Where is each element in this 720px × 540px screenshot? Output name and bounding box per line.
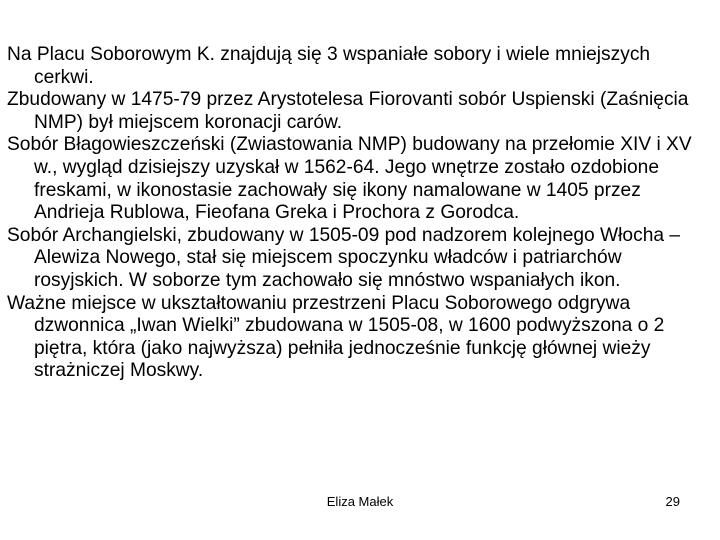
paragraph-uspienski: Zbudowany w 1475-79 przez Arystotelesa Fiorovanti sobór Uspienski (Zaśnięcia NMP) był miejscem koronacji carów. (7, 89, 689, 133)
paragraph-archangielski: Sobór Archangielski, zbudowany w 1505-09 pod nadzorem kolejnego Włocha – Alewiza Nowego, stał się miejscem spoczynku władców i patriarchów rosyjskich. W soborze tym zachowało się mnóstwo wspaniałych ikon. (7, 224, 681, 291)
paragraph-blagowieszczenski: Sobór Błagowieszczeński (Zwiastowania NMP) budowany na przełomie XIV i XV w., wygląd dzisiejszy uzyskał w 1562-64. Jego wnętrze zostało ozdobione freskami, w ikonostasie zachowały się ikony namalowane w 1405 przez Andrieja Rublowa, Fieofana Greka i Prochora z Gorodca. (7, 134, 692, 224)
footer-author: Eliza Małek (326, 494, 394, 509)
paragraph-soborowy-square: Na Placu Soborowym K. znajdują się 3 wspaniałe sobory i wiele mniejszych cerkwi. (7, 44, 651, 88)
page-number: 29 (665, 494, 680, 509)
slide-body (7, 44, 707, 383)
paragraph-iwan-wielki: Ważne miejsce w ukształtowaniu przestrzeni Placu Soborowego odgrywa dzwonnica „Iwan Wielki” zbudowana w 1505-08, w 1600 podwyższona o 2 piętra, która (jako najwyższa) pełniła jednocześnie funkcję głównej wieży strażniczej Moskwy. (7, 292, 665, 382)
